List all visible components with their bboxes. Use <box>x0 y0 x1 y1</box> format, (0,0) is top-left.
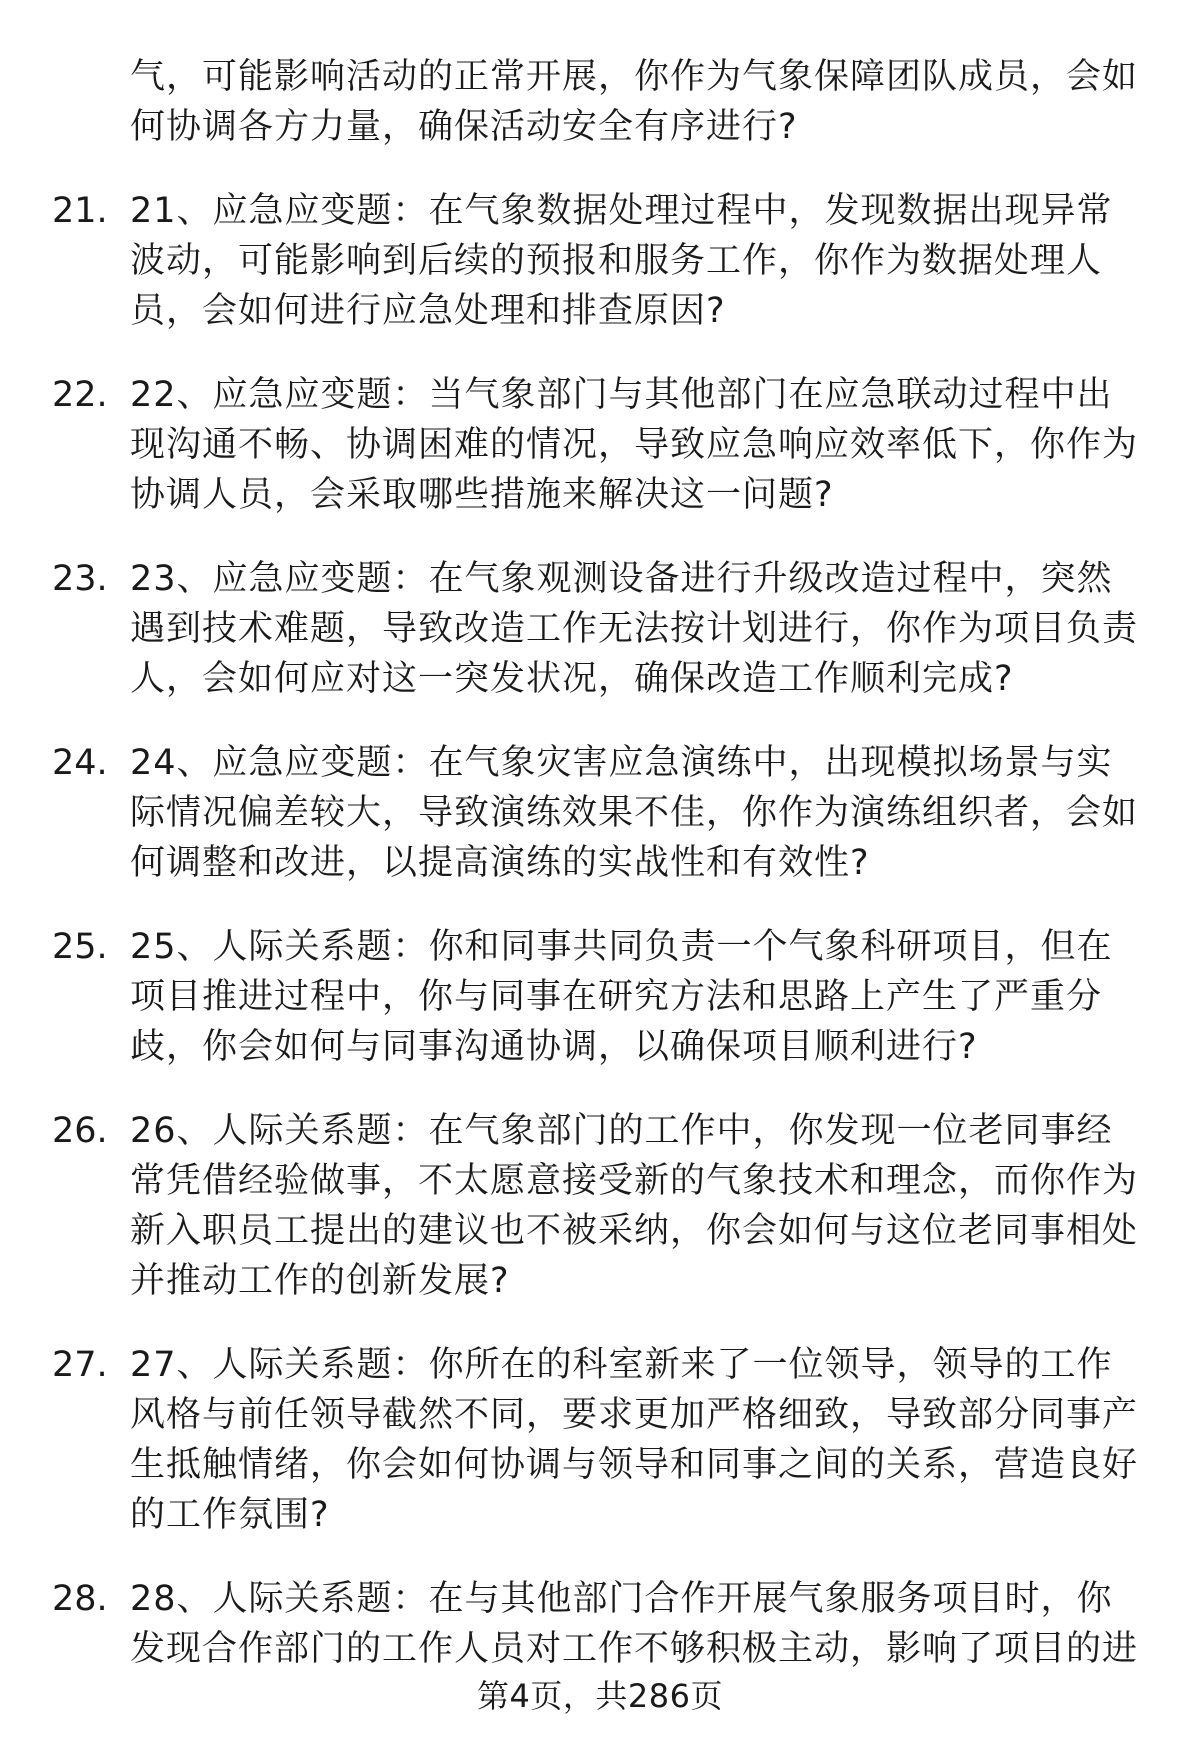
question-text: 22、应急应变题：当气象部门与其他部门在应急联动过程中出现沟通不畅、协调困难的情况，导致应急响应效率低下，你作为协调人员，会采取哪些措施来解决这一问题? <box>130 375 1139 515</box>
question-item-26 <box>0 1106 1200 1306</box>
question-number: 26. <box>52 1111 108 1151</box>
question-text: 24、应急应变题：在气象灾害应急演练中，出现模拟场景与实际情况偏差较大，导致演练效果不佳，你作为演练组织者，会如何调整和改进，以提高演练的实战性和有效性? <box>130 743 1139 883</box>
question-text: 26、人际关系题：在气象部门的工作中，你发现一位老同事经常凭借经验做事，不太愿意接受新的气象技术和理念，而你作为新入职员工提出的建议也不被采纳，你会如何与这位老同事相处并推动工作的创新发展? <box>130 1111 1139 1301</box>
question-item-27 <box>0 1340 1200 1540</box>
question-number: 27. <box>52 1345 108 1385</box>
question-item-28 <box>0 1574 1200 1674</box>
page-footer: 第4页，共286页 <box>477 1677 723 1715</box>
question-number: 23. <box>52 559 108 599</box>
document-body <box>0 52 1200 1708</box>
question-item-23 <box>0 554 1200 704</box>
question-text: 25、人际关系题：你和同事共同负责一个气象科研项目，但在项目推进过程中，你与同事在研究方法和思路上产生了严重分歧，你会如何与同事沟通协调，以确保项目顺利进行? <box>130 927 1113 1067</box>
question-item-25 <box>0 922 1200 1072</box>
question-item-22 <box>0 370 1200 520</box>
question-text: 27、人际关系题：你所在的科室新来了一位领导，领导的工作风格与前任领导截然不同，要求更加严格细致，导致部分同事产生抵触情绪，你会如何协调与领导和同事之间的关系，营造良好的工作氛围? <box>130 1345 1139 1535</box>
question-item-24 <box>0 738 1200 888</box>
continued-question-text: 气，可能影响活动的正常开展，你作为气象保障团队成员，会如何协调各方力量，确保活动安全有序进行? <box>130 57 1139 147</box>
question-number: 28. <box>52 1579 108 1619</box>
question-number: 21. <box>52 191 108 231</box>
question-text: 28、人际关系题：在与其他部门合作开展气象服务项目时，你发现合作部门的工作人员对工作不够积极主动，影响了项目的进 <box>130 1579 1139 1669</box>
question-number: 25. <box>52 927 108 967</box>
question-item-21 <box>0 186 1200 336</box>
question-text: 23、应急应变题：在气象观测设备进行升级改造过程中，突然遇到技术难题，导致改造工作无法按计划进行，你作为项目负责人，会如何应对这一突发状况，确保改造工作顺利完成? <box>130 559 1139 699</box>
question-text: 21、应急应变题：在气象数据处理过程中，发现数据出现异常波动，可能影响到后续的预报和服务工作，你作为数据处理人员，会如何进行应急处理和排查原因? <box>130 191 1113 331</box>
question-number: 22. <box>52 375 108 415</box>
question-number: 24. <box>52 743 108 783</box>
